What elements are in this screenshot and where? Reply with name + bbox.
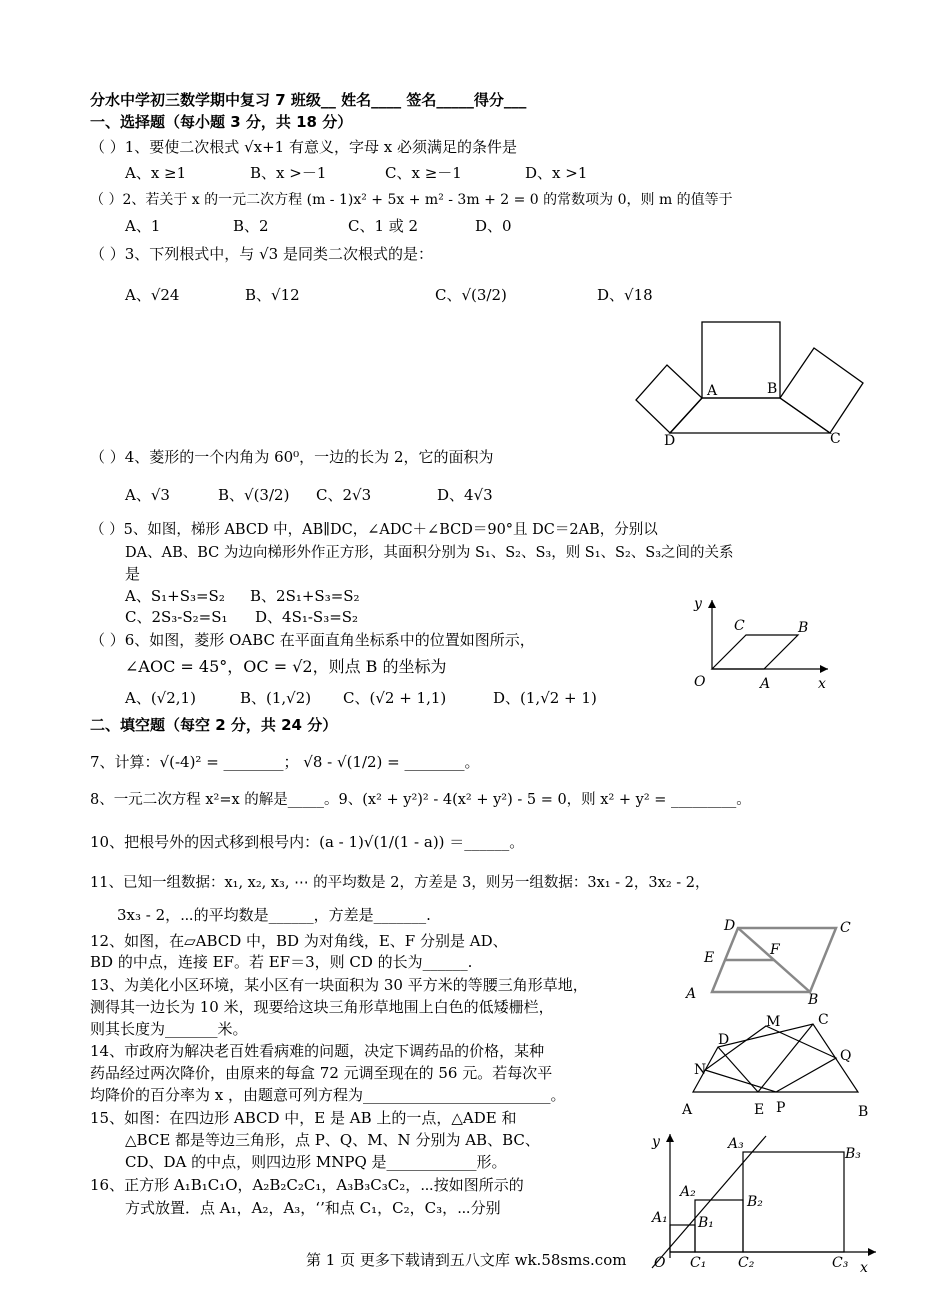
q3-option-b: B、√12: [245, 286, 300, 304]
quadrilateral-triangles-figure: [678, 1012, 868, 1122]
question-7: 7、计算：√(-4)² = ________； √8 - √(1/2) = ________。: [90, 753, 480, 771]
question-12-line-2: BD 的中点，连接 EF。若 EF＝3，则 CD 的长为______.: [90, 953, 473, 971]
question-14-line-2: 药品经过两次降价，由原来的每盒 72 元调至现在的 56 元。若每次平: [90, 1064, 553, 1082]
question-15-line-1: 15、如图：在四边形 ABCD 中，E 是 AB 上的一点，△ADE 和: [90, 1109, 517, 1127]
page-title: 分水中学初三数学期中复习 7 班级__ 姓名____ 签名_____得分___: [90, 91, 527, 109]
q3-option-a: A、√24: [125, 286, 180, 304]
question-13-line-1: 13、为美化小区环境，某小区有一块面积为 30 平方米的等腰三角形草地，: [90, 976, 588, 994]
fig4-label-a: A: [682, 1102, 693, 1118]
fig3-label-c: C: [840, 920, 851, 936]
fig5-label-c1: C₁: [690, 1255, 707, 1271]
q5-option-b: B、2S₁+S₃=S₂: [250, 587, 360, 605]
q1-option-c: C、x ≥－1: [385, 164, 462, 182]
fig4-label-m: M: [766, 1014, 781, 1030]
q1-option-b: B、x >－1: [250, 164, 327, 182]
q1-option-a: A、x ≥1: [125, 164, 187, 182]
question-8-9: 8、一元二次方程 x²=x 的解是_____。9、(x² + y²)² - 4(x² + y²) - 5 = 0，则 x² + y² = _________。: [90, 792, 751, 808]
trapezoid-squares-figure: [630, 315, 870, 450]
fig4-label-p: P: [776, 1100, 786, 1116]
q2-option-a: A、1: [125, 217, 161, 235]
q2-option-d: D、0: [475, 217, 512, 235]
fig4-label-q: Q: [840, 1048, 852, 1064]
fig5-label-b1: B₁: [698, 1215, 714, 1231]
fig3-label-b: B: [808, 992, 819, 1008]
question-16-line-1: 16、正方形 A₁B₁C₁O，A₂B₂C₂C₁，A₃B₃C₃C₂，⋯按如图所示的: [90, 1176, 524, 1194]
fig4-label-c: C: [818, 1012, 829, 1028]
fig2-label-y: y: [694, 596, 702, 612]
fig2-label-a: A: [760, 676, 771, 692]
q6-option-c: C、(√2 + 1,1): [343, 689, 447, 707]
q5-option-c: C、2S₃-S₂=S₁: [125, 608, 228, 626]
fig5-label-y: y: [652, 1134, 660, 1150]
section-1-title: 一、选择题（每小题 3 分，共 18 分）: [90, 113, 353, 131]
question-13-line-2: 测得其一边长为 10 米，现要给这块三角形草地围上白色的低矮栅栏，: [90, 998, 554, 1016]
question-13-line-3: 则其长度为_______米。: [90, 1020, 248, 1038]
fig5-label-a1: A₁: [652, 1210, 668, 1226]
fig5-label-x: x: [860, 1260, 868, 1276]
q5-option-a: A、S₁+S₃=S₂: [125, 587, 225, 605]
fig3-label-a: A: [686, 986, 697, 1002]
question-11-line-1: 11、已知一组数据：x₁, x₂, x₃, ⋯ 的平均数是 2，方差是 3，则另一组数据：3x₁ - 2，3x₂ - 2，: [90, 875, 710, 891]
question-6-line-1: （ ）6、如图，菱形 OABC 在平面直角坐标系中的位置如图所示，: [90, 631, 535, 649]
fig1-label-a: A: [707, 383, 718, 399]
fig5-label-c2: C₂: [738, 1255, 755, 1271]
q6-option-d: D、(1,√2 + 1): [493, 689, 597, 707]
question-14-line-3: 均降价的百分率为 x ，由题意可列方程为_________________________。: [90, 1086, 566, 1104]
fig3-label-d: D: [724, 918, 736, 934]
fig5-label-c3: C₃: [832, 1255, 849, 1271]
fig1-label-d: D: [664, 433, 676, 449]
fig5-label-b3: B₃: [845, 1146, 861, 1162]
question-11-line-2: 3x₃ - 2，⋯的平均数是______，方差是_______.: [117, 906, 431, 924]
question-5-line-3: 是: [125, 565, 141, 583]
fig4-label-b: B: [858, 1104, 869, 1120]
fig3-label-f: F: [770, 942, 780, 958]
fig5-label-o: O: [654, 1255, 666, 1271]
fig5-label-b2: B₂: [747, 1194, 763, 1210]
question-3-stem: （ ）3、下列根式中，与 √3 是同类二次根式的是：: [90, 245, 433, 263]
question-15-line-2: △BCE 都是等边三角形，点 P、Q、M、N 分别为 AB、BC、: [125, 1131, 540, 1149]
parallelogram-figure: [686, 912, 860, 1008]
question-1-stem: （ ）1、要使二次根式 √x+1 有意义，字母 x 必须满足的条件是: [90, 138, 517, 156]
question-10: 10、把根号外的因式移到根号内：(a - 1)√(1/(1 - a)) ＝______。: [90, 833, 525, 851]
q3-option-c: C、√(3/2): [435, 286, 507, 304]
fig5-label-a3: A₃: [728, 1136, 744, 1152]
section-2-title: 二、填空题（每空 2 分，共 24 分）: [90, 716, 338, 734]
fig2-label-c: C: [734, 618, 745, 634]
squares-staircase-figure: [648, 1128, 880, 1278]
q4-option-b: B、√(3/2): [218, 486, 290, 504]
question-14-line-1: 14、市政府为解决老百姓看病难的问题，决定下调药品的价格，某种: [90, 1042, 545, 1060]
question-12-line-1: 12、如图，在▱ABCD 中，BD 为对角线，E、F 分别是 AD、: [90, 932, 508, 950]
q2-option-b: B、2: [233, 217, 269, 235]
fig2-label-x: x: [818, 676, 826, 692]
q2-option-c: C、1 或 2: [348, 217, 419, 235]
question-5-line-2: DA、AB、BC 为边向梯形外作正方形，其面积分别为 S₁、S₂、S₃，则 S₁、S₂、S₃之间的关系: [125, 545, 734, 561]
fig5-label-a2: A₂: [680, 1184, 696, 1200]
fig1-label-c: C: [830, 431, 841, 447]
question-4-stem: （ ）4、菱形的一个内角为 60⁰，一边的长为 2，它的面积为: [90, 448, 494, 466]
q6-option-a: A、(√2,1): [125, 689, 196, 707]
fig3-label-e: E: [704, 950, 715, 966]
q3-option-d: D、√18: [597, 286, 653, 304]
fig4-label-d: D: [718, 1032, 730, 1048]
fig2-label-b: B: [798, 620, 809, 636]
q6-option-b: B、(1,√2): [240, 689, 312, 707]
question-6-line-2: ∠AOC = 45°，OC = √2，则点 B 的坐标为: [125, 657, 447, 676]
q5-option-d: D、4S₁-S₃=S₂: [255, 608, 359, 626]
q4-option-c: C、2√3: [316, 486, 372, 504]
page-footer: 第 1 页 更多下载请到五八文库 wk.58sms.com: [306, 1251, 627, 1269]
question-2-stem: （ ）2、若关于 x 的一元二次方程 (m - 1)x² + 5x + m² - 3m + 2 = 0 的常数项为 0，则 m 的值等于: [90, 192, 733, 208]
q1-option-d: D、x >1: [525, 164, 588, 182]
rhombus-axes-figure: [688, 592, 838, 692]
q4-option-a: A、√3: [125, 486, 170, 504]
question-15-line-3: CD、DA 的中点，则四边形 MNPQ 是____________形。: [125, 1153, 507, 1171]
q4-option-d: D、4√3: [437, 486, 493, 504]
fig1-label-b: B: [767, 381, 778, 397]
question-16-line-2: 方式放置．点 A₁，A₂，A₃，‘’和点 C₁，C₂，C₃，⋯分别: [125, 1199, 501, 1217]
fig4-label-e: E: [754, 1102, 765, 1118]
question-5-line-1: （ ）5、如图，梯形 ABCD 中，AB∥DC，∠ADC＋∠BCD＝90°且 DC＝2AB，分别以: [90, 522, 658, 538]
fig4-label-n: N: [694, 1062, 707, 1078]
fig2-label-o: O: [694, 674, 706, 690]
